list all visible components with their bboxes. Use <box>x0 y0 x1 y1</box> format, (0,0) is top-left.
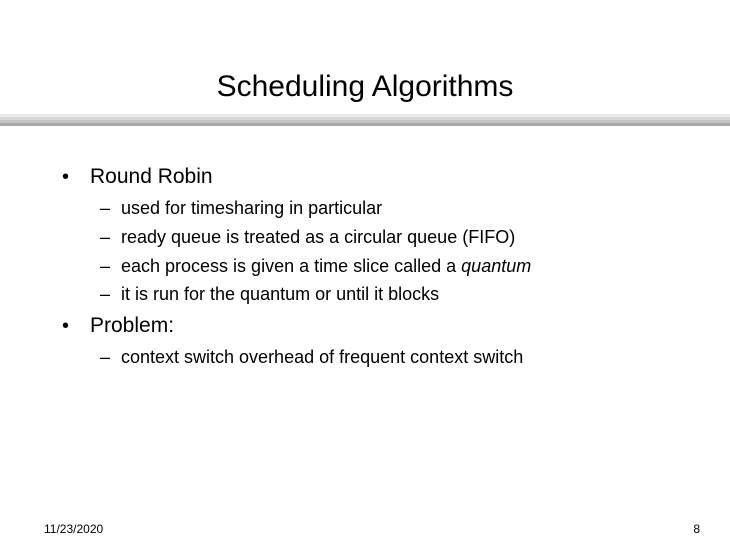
sub-item-text: each process is given a time slice called a <box>121 256 462 276</box>
sub-item <box>100 345 523 369</box>
sub-item <box>100 282 439 306</box>
sub-item <box>100 225 515 249</box>
sub-item-text: used for timesharing in particular <box>121 198 383 218</box>
sub-item <box>100 254 531 278</box>
bullet-round-robin <box>62 163 213 191</box>
title-divider <box>0 114 730 128</box>
sub-dash: – <box>100 198 111 218</box>
sub-item-emphasis: quantum <box>461 256 532 276</box>
divider-band-lower <box>0 123 730 126</box>
bullet-dot: • <box>62 315 70 337</box>
slide-title: Scheduling Algorithms <box>216 70 514 103</box>
footer-page-number: 8 <box>693 522 700 536</box>
bullet-problem <box>62 312 174 340</box>
sub-dash: – <box>100 227 111 247</box>
bullet-label: Round Robin <box>90 165 213 188</box>
footer-date: 11/23/2020 <box>44 522 104 536</box>
sub-dash: – <box>100 256 111 276</box>
sub-item-text: context switch overhead of frequent context switch <box>121 347 524 367</box>
bullet-label: Problem: <box>90 314 175 337</box>
sub-dash: – <box>100 284 111 304</box>
sub-item <box>100 196 382 220</box>
bullet-dot: • <box>62 166 70 188</box>
sub-item-text: it is run for the quantum or until it blocks <box>121 284 440 304</box>
sub-item-text: ready queue is treated as a circular queue (FIFO) <box>121 227 516 247</box>
sub-dash: – <box>100 347 111 367</box>
